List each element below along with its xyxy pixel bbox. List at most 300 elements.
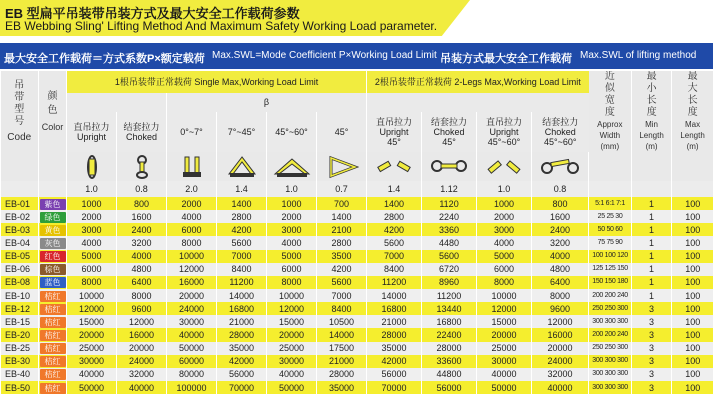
load-value: 7000	[317, 289, 367, 302]
color-swatch: 桔红	[40, 291, 66, 302]
two-leg-upright-icon	[367, 152, 422, 181]
title-chinese: EB 型扁平吊装带吊装方式及最大安全工作载荷参数	[5, 6, 300, 21]
row-code: EB-20	[1, 328, 39, 341]
load-value: 8000	[117, 289, 167, 302]
load-value: 56000	[422, 381, 477, 394]
row-code: EB-05	[1, 250, 39, 263]
row-min-length: 1	[632, 250, 672, 263]
load-value: 40000	[167, 328, 217, 341]
load-value: 16000	[167, 276, 217, 289]
load-value: 1120	[422, 197, 477, 210]
row-min-length: 3	[632, 368, 672, 381]
row-color	[39, 197, 67, 210]
load-value: 44800	[422, 368, 477, 381]
color-swatch: 黄色	[40, 225, 66, 236]
load-value: 15000	[477, 315, 532, 328]
row-width: 5:1 6:1 7:1	[589, 197, 632, 210]
load-value: 800	[117, 197, 167, 210]
header-code: 吊带型号 Code	[1, 71, 39, 152]
load-value: 8000	[67, 276, 117, 289]
row-color	[39, 223, 67, 236]
row-max-length: 100	[672, 302, 713, 315]
two-leg-choked-wide-icon	[532, 152, 589, 181]
load-value: 35000	[317, 381, 367, 394]
multiplier: 1.12	[422, 181, 477, 197]
load-value: 12000	[477, 302, 532, 315]
row-max-length: 100	[672, 210, 713, 223]
table-row	[1, 250, 713, 263]
load-value: 2400	[117, 223, 167, 236]
load-value: 28000	[367, 328, 422, 341]
row-code: EB-10	[1, 289, 39, 302]
multiplier: 0.7	[317, 181, 367, 197]
load-value: 35000	[217, 342, 267, 355]
load-value: 1400	[217, 197, 267, 210]
load-value: 20000	[167, 289, 217, 302]
load-value: 21000	[367, 315, 422, 328]
load-value: 80000	[167, 368, 217, 381]
load-value: 2000	[167, 197, 217, 210]
load-value: 14000	[367, 289, 422, 302]
load-value: 32000	[532, 368, 589, 381]
load-value: 3000	[477, 223, 532, 236]
load-value: 14000	[317, 328, 367, 341]
row-min-length: 1	[632, 236, 672, 249]
upright-sling-icon	[67, 152, 117, 181]
load-value: 6720	[422, 263, 477, 276]
color-swatch: 桔红	[40, 369, 66, 380]
load-value: 28000	[422, 342, 477, 355]
load-value: 5000	[67, 250, 117, 263]
load-value: 32000	[117, 368, 167, 381]
row-min-length: 1	[632, 197, 672, 210]
load-value: 9600	[532, 302, 589, 315]
row-width: 250 250 300	[589, 342, 632, 355]
load-value: 7000	[367, 250, 422, 263]
load-value: 3000	[67, 223, 117, 236]
header-angle-45: 45°	[317, 112, 367, 152]
two-leg-upright-wide-icon	[477, 152, 532, 181]
load-value: 6400	[117, 276, 167, 289]
load-value: 8400	[217, 263, 267, 276]
row-width: 300 300 300	[589, 368, 632, 381]
load-value: 4800	[532, 263, 589, 276]
load-value: 25000	[67, 342, 117, 355]
load-value: 24000	[167, 302, 217, 315]
load-value: 1400	[367, 197, 422, 210]
two-leg-choked-icon	[422, 152, 477, 181]
row-code: EB-30	[1, 355, 39, 368]
load-value: 4480	[422, 236, 477, 249]
load-value: 11200	[217, 276, 267, 289]
color-swatch: 桔红	[40, 383, 66, 394]
load-value: 16800	[367, 302, 422, 315]
load-value: 42000	[367, 355, 422, 368]
row-min-length: 1	[632, 263, 672, 276]
row-max-length: 100	[672, 381, 713, 394]
load-value: 2100	[317, 223, 367, 236]
load-value: 10000	[67, 289, 117, 302]
row-width: 25 25 30	[589, 210, 632, 223]
load-value: 50000	[477, 381, 532, 394]
row-max-length: 100	[672, 250, 713, 263]
load-value: 60000	[167, 355, 217, 368]
row-width: 200 200 240	[589, 328, 632, 341]
load-value: 28000	[217, 328, 267, 341]
load-value: 6000	[67, 263, 117, 276]
load-value: 5000	[267, 250, 317, 263]
load-value: 4000	[267, 236, 317, 249]
color-swatch: 桔红	[40, 356, 66, 367]
formula-swl-en: Max.SWL=Mode Coefficient P×Working Load Limit	[212, 50, 437, 61]
color-swatch: 棕色	[40, 264, 66, 275]
row-min-length: 3	[632, 315, 672, 328]
color-swatch: 桔红	[40, 304, 66, 315]
row-min-length: 3	[632, 381, 672, 394]
load-value: 20000	[117, 342, 167, 355]
load-value: 10500	[317, 315, 367, 328]
load-value: 4000	[532, 250, 589, 263]
row-width: 150 150 180	[589, 276, 632, 289]
load-value: 40000	[117, 381, 167, 394]
load-value: 3200	[532, 236, 589, 249]
row-color	[39, 263, 67, 276]
table-row	[1, 381, 713, 394]
load-value: 11200	[367, 276, 422, 289]
row-color	[39, 381, 67, 394]
load-value: 12000	[117, 315, 167, 328]
row-min-length: 3	[632, 342, 672, 355]
row-min-length: 1	[632, 289, 672, 302]
header-legs-upright-45-60: 直吊拉力 Upright 45°~60°	[477, 112, 532, 152]
row-min-length: 3	[632, 328, 672, 341]
header-legs-choked-45: 结套拉力 Choked 45°	[422, 112, 477, 152]
load-value: 40000	[477, 368, 532, 381]
row-code: EB-40	[1, 368, 39, 381]
load-value: 4000	[167, 210, 217, 223]
table-row	[1, 276, 713, 289]
load-value: 50000	[67, 381, 117, 394]
load-value: 13440	[422, 302, 477, 315]
table-row	[1, 263, 713, 276]
row-max-length: 100	[672, 342, 713, 355]
load-value: 16800	[422, 315, 477, 328]
load-value: 3360	[422, 223, 477, 236]
table-row	[1, 302, 713, 315]
table-row	[1, 210, 713, 223]
color-swatch: 红色	[40, 251, 66, 262]
row-code: EB-01	[1, 197, 39, 210]
row-max-length: 100	[672, 368, 713, 381]
load-value: 25000	[477, 342, 532, 355]
load-value: 24000	[532, 355, 589, 368]
multiplier: 1.4	[217, 181, 267, 197]
load-value: 2000	[477, 210, 532, 223]
row-color	[39, 355, 67, 368]
load-value: 12000	[267, 302, 317, 315]
load-value: 9600	[117, 302, 167, 315]
table-row	[1, 223, 713, 236]
load-value: 33600	[422, 355, 477, 368]
icon-row	[1, 152, 713, 181]
table-row	[1, 289, 713, 302]
load-value: 40000	[67, 368, 117, 381]
row-color	[39, 368, 67, 381]
load-value: 8000	[532, 289, 589, 302]
load-value: 50000	[267, 381, 317, 394]
load-value: 56000	[367, 368, 422, 381]
load-value: 4000	[67, 236, 117, 249]
row-code: EB-50	[1, 381, 39, 394]
load-value: 4800	[117, 263, 167, 276]
load-value: 10000	[267, 289, 317, 302]
color-swatch: 桔红	[40, 330, 66, 341]
load-table	[0, 71, 713, 394]
load-value: 10000	[477, 289, 532, 302]
row-min-length: 3	[632, 302, 672, 315]
row-min-length: 1	[632, 276, 672, 289]
row-max-length: 100	[672, 315, 713, 328]
load-value: 6000	[267, 263, 317, 276]
load-value: 16000	[117, 328, 167, 341]
row-width: 300 300 300	[589, 315, 632, 328]
row-width: 250 250 300	[589, 302, 632, 315]
row-color	[39, 302, 67, 315]
multiplier: 1.0	[267, 181, 317, 197]
row-code: EB-15	[1, 315, 39, 328]
load-value: 1600	[532, 210, 589, 223]
load-value: 17500	[317, 342, 367, 355]
load-value: 16800	[217, 302, 267, 315]
load-value: 28000	[317, 368, 367, 381]
row-max-length: 100	[672, 223, 713, 236]
load-value: 5600	[317, 276, 367, 289]
row-code: EB-08	[1, 276, 39, 289]
header-angle-7-45: 7°~45°	[217, 112, 267, 152]
multiplier-row	[1, 181, 713, 197]
multiplier: 2.0	[167, 181, 217, 197]
load-value: 20000	[267, 328, 317, 341]
header-choked: 结套拉力 Choked	[117, 112, 167, 152]
row-color	[39, 289, 67, 302]
load-value: 5000	[477, 250, 532, 263]
load-value: 8400	[317, 302, 367, 315]
load-value: 20000	[477, 328, 532, 341]
row-color	[39, 315, 67, 328]
load-value: 2240	[422, 210, 477, 223]
row-code: EB-04	[1, 236, 39, 249]
multiplier: 0.8	[117, 181, 167, 197]
table-row	[1, 368, 713, 381]
load-value: 1000	[267, 197, 317, 210]
header-beta: β	[167, 93, 367, 112]
basket-vertical-icon	[167, 152, 217, 181]
row-width: 50 50 60	[589, 223, 632, 236]
row-code: EB-25	[1, 342, 39, 355]
header-width: 近似宽度 Approx Width (mm)	[589, 71, 632, 152]
load-value: 40000	[267, 368, 317, 381]
load-value: 21000	[317, 355, 367, 368]
load-value: 22400	[422, 328, 477, 341]
load-value: 1400	[317, 210, 367, 223]
row-width: 300 300 300	[589, 355, 632, 368]
row-max-length: 100	[672, 289, 713, 302]
load-value: 700	[317, 197, 367, 210]
load-value: 8400	[367, 263, 422, 276]
load-value: 4200	[317, 263, 367, 276]
load-value: 5600	[422, 250, 477, 263]
load-value: 30000	[167, 315, 217, 328]
load-value: 4200	[367, 223, 422, 236]
color-swatch: 紫色	[40, 199, 66, 210]
choked-sling-icon	[117, 152, 167, 181]
row-min-length: 3	[632, 355, 672, 368]
basket-angle-icon	[217, 152, 267, 181]
row-min-length: 1	[632, 223, 672, 236]
load-value: 70000	[217, 381, 267, 394]
header-max-length: 最大长度 Max Length (m)	[672, 71, 713, 152]
row-color	[39, 342, 67, 355]
load-value: 25000	[267, 342, 317, 355]
multiplier: 0.8	[532, 181, 589, 197]
row-color	[39, 250, 67, 263]
load-value: 4000	[477, 236, 532, 249]
load-value: 8000	[267, 276, 317, 289]
load-value: 21000	[217, 315, 267, 328]
header-min-length: 最小长度 Min Length (m)	[632, 71, 672, 152]
header-legs-upright-45: 直吊拉力 Upright 45°	[367, 112, 422, 152]
row-code: EB-12	[1, 302, 39, 315]
title-english: EB Webbing Sling' Lifting Method And Maximum Safety Working Load parameter.	[5, 19, 438, 33]
load-value: 3500	[317, 250, 367, 263]
load-value: 3200	[117, 236, 167, 249]
load-value: 20000	[532, 342, 589, 355]
load-value: 2800	[217, 210, 267, 223]
header-angle-45-60: 45°~60°	[267, 112, 317, 152]
triangle-basket-icon	[317, 152, 367, 181]
load-value: 2800	[317, 236, 367, 249]
load-value: 5600	[217, 236, 267, 249]
color-swatch: 灰色	[40, 238, 66, 249]
row-code: EB-02	[1, 210, 39, 223]
multiplier: 1.0	[477, 181, 532, 197]
load-value: 800	[532, 197, 589, 210]
row-width: 200 200 240	[589, 289, 632, 302]
header-color: 颜色 Color	[39, 71, 67, 152]
load-value: 6000	[167, 223, 217, 236]
row-max-length: 100	[672, 355, 713, 368]
row-width: 75 75 90	[589, 236, 632, 249]
load-value: 2800	[367, 210, 422, 223]
load-value: 30000	[67, 355, 117, 368]
row-max-length: 100	[672, 328, 713, 341]
row-color	[39, 276, 67, 289]
load-value: 2400	[532, 223, 589, 236]
row-max-length: 100	[672, 263, 713, 276]
load-value: 14000	[217, 289, 267, 302]
color-swatch: 桔红	[40, 343, 66, 354]
header-legs-choked-45-60: 结套拉力 Choked 45°~60°	[532, 112, 589, 152]
multiplier: 1.0	[67, 181, 117, 197]
load-value: 10000	[167, 250, 217, 263]
load-value: 50000	[167, 342, 217, 355]
load-value: 24000	[117, 355, 167, 368]
formula-bar	[0, 43, 713, 69]
load-value: 6400	[532, 276, 589, 289]
header-upright: 直吊拉力 Upright	[67, 112, 117, 152]
load-value: 70000	[367, 381, 422, 394]
load-value: 12000	[167, 263, 217, 276]
row-width: 100 100 120	[589, 250, 632, 263]
load-value: 4200	[217, 223, 267, 236]
color-swatch: 桔红	[40, 317, 66, 328]
load-value: 30000	[477, 355, 532, 368]
load-value: 12000	[532, 315, 589, 328]
row-color	[39, 328, 67, 341]
load-value: 15000	[267, 315, 317, 328]
row-max-length: 100	[672, 197, 713, 210]
row-width: 300 300 300	[589, 381, 632, 394]
row-max-length: 100	[672, 236, 713, 249]
load-value: 12000	[67, 302, 117, 315]
load-value: 1000	[477, 197, 532, 210]
table-row	[1, 197, 713, 210]
multiplier: 1.4	[367, 181, 422, 197]
row-code: EB-03	[1, 223, 39, 236]
load-value: 2000	[67, 210, 117, 223]
color-swatch: 绿色	[40, 212, 66, 223]
row-color	[39, 236, 67, 249]
load-value: 8000	[167, 236, 217, 249]
formula-method-cn: 吊装方式最大安全工作载荷	[440, 53, 572, 65]
load-value: 40000	[532, 381, 589, 394]
load-value: 100000	[167, 381, 217, 394]
row-min-length: 1	[632, 210, 672, 223]
load-value: 11200	[422, 289, 477, 302]
table-row	[1, 355, 713, 368]
load-value: 30000	[267, 355, 317, 368]
load-value: 8000	[477, 276, 532, 289]
load-value: 7000	[217, 250, 267, 263]
load-value: 2000	[267, 210, 317, 223]
load-value: 4000	[117, 250, 167, 263]
load-value: 1600	[117, 210, 167, 223]
load-value: 35000	[367, 342, 422, 355]
load-value: 42000	[217, 355, 267, 368]
table-row	[1, 236, 713, 249]
header-single-group: 1根吊装带正常载荷 Single Max,Working Load Limit	[67, 71, 367, 93]
load-value: 1000	[67, 197, 117, 210]
load-value: 16000	[532, 328, 589, 341]
row-code: EB-06	[1, 263, 39, 276]
row-width: 125 125 150	[589, 263, 632, 276]
header-angle-0-7: 0°~7°	[167, 112, 217, 152]
load-value: 5600	[367, 236, 422, 249]
row-max-length: 100	[672, 276, 713, 289]
load-value: 6000	[477, 263, 532, 276]
load-value: 15000	[67, 315, 117, 328]
load-value: 56000	[217, 368, 267, 381]
formula-method-en: Max.SWL of lifting method	[580, 50, 697, 61]
table-row	[1, 315, 713, 328]
table-row	[1, 342, 713, 355]
load-value: 8960	[422, 276, 477, 289]
row-color	[39, 210, 67, 223]
header-legs-group: 2根吊装带正常载荷 2-Legs Max,Working Load Limit	[367, 71, 589, 93]
color-swatch: 蓝色	[40, 277, 66, 288]
basket-wide-icon	[267, 152, 317, 181]
load-value: 3000	[267, 223, 317, 236]
